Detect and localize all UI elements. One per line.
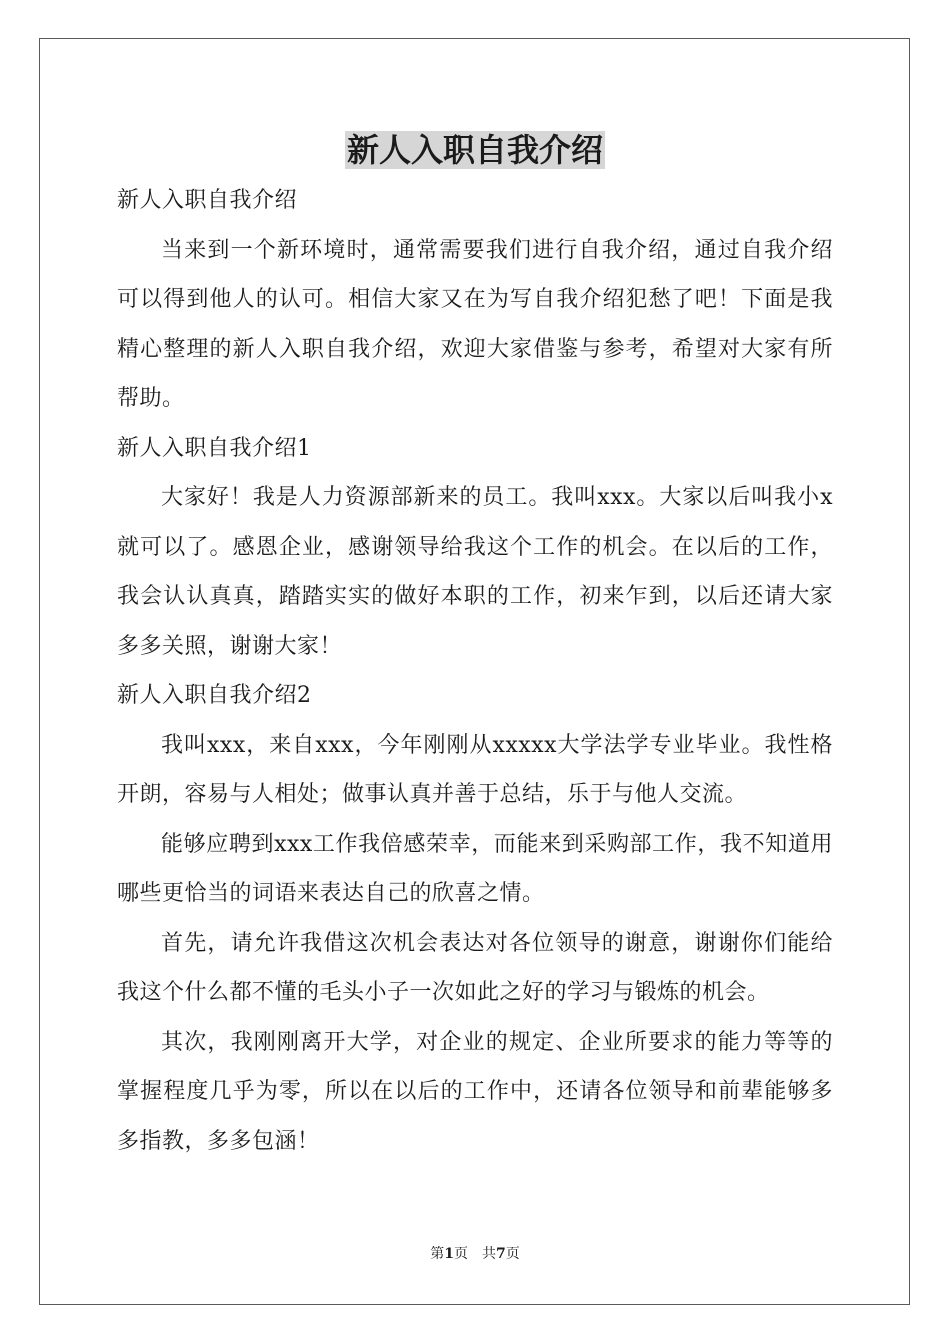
page-number: 1 xyxy=(444,1246,454,1262)
page-footer xyxy=(0,1244,950,1264)
document-body xyxy=(117,176,833,1166)
document-title xyxy=(0,128,950,172)
page-prefix: 第 xyxy=(430,1246,445,1262)
document-title-text: 新人入职自我介绍 xyxy=(346,131,603,169)
section-heading-2: 新人入职自我介绍2 xyxy=(117,683,312,708)
section-heading-1: 新人入职自我介绍1 xyxy=(117,435,312,461)
page-suffix: 页 xyxy=(454,1246,468,1262)
intro-paragraph: 当来到一个新环境时，通常需要我们进行自我介绍，通过自我介绍可以得到他人的认可。相信大家又在为写自我介绍犯愁了吧！下面是我精心整理的新人入职自我介绍，欢迎大家借鉴与参考，希望对大家有所帮助。 xyxy=(117,237,833,411)
subtitle-heading: 新人入职自我介绍 xyxy=(117,188,298,213)
total-pages: 7 xyxy=(496,1246,506,1262)
section-1-paragraph: 大家好！我是人力资源部新来的员工。我叫xxx。大家以后叫我小x就可以了。感恩企业，感谢领导给我这个工作的机会。在以后的工作，我会认认真真，踏踏实实的做好本职的工作，初来乍到，以后还请大家多多关照，谢谢大家！ xyxy=(117,485,833,659)
total-suffix: 页 xyxy=(505,1246,520,1262)
section-2-paragraph-1: 我叫xxx，来自xxx，今年刚刚从xxxxx大学法学专业毕业。我性格开朗，容易与人相处；做事认真并善于总结，乐于与他人交流。 xyxy=(117,732,833,807)
section-2-paragraph-2: 能够应聘到xxx工作我倍感荣幸，而能来到采购部工作，我不知道用哪些更恰当的词语来表达自己的欣喜之情。 xyxy=(117,831,833,906)
section-2-paragraph-3: 首先，请允许我借这次机会表达对各位领导的谢意，谢谢你们能给我这个什么都不懂的毛头小子一次如此之好的学习与锻炼的机会。 xyxy=(117,930,833,1005)
total-prefix: 共 xyxy=(482,1246,496,1262)
section-2-paragraph-4: 其次，我刚刚离开大学，对企业的规定、企业所要求的能力等等的掌握程度几乎为零，所以在以后的工作中，还请各位领导和前辈能够多多指教，多多包涵！ xyxy=(117,1029,833,1154)
